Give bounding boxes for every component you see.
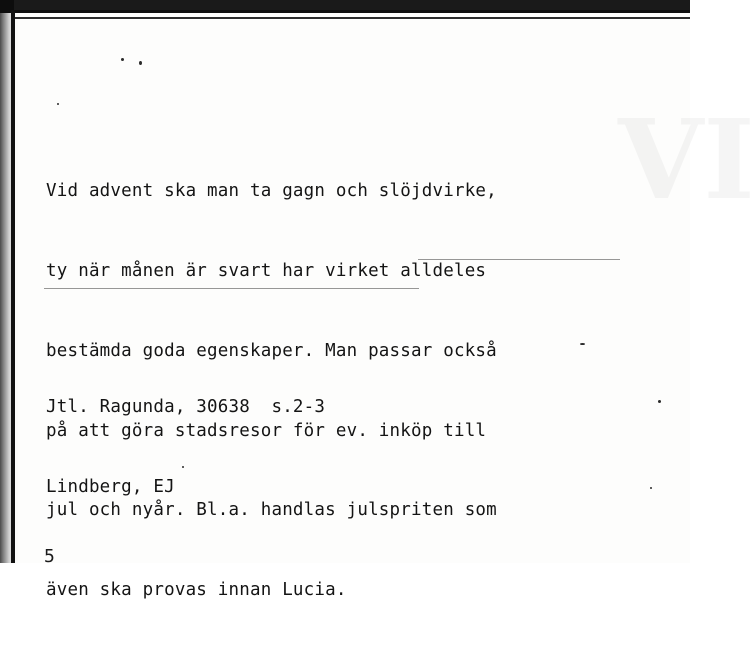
left-border-line: [11, 10, 15, 563]
source-line-informant: Lindberg, EJ: [46, 476, 175, 497]
card-source-reference: [46, 341, 325, 554]
body-line: Vid advent ska man ta gagn och slöjdvirke,: [46, 181, 497, 202]
dust-speck: [580, 343, 585, 345]
body-line: även ska provas innan Lucia.: [46, 580, 347, 601]
top-border-line: [14, 17, 690, 19]
page-number: 5: [44, 546, 55, 567]
body-line: ty när månen är svart har virket alldeles: [46, 260, 487, 281]
dust-speck: [139, 61, 142, 65]
faint-stamp-watermark: [618, 105, 755, 215]
dust-speck: [57, 103, 59, 105]
source-line-archive: Jtl. Ragunda, 30638 s.2-3: [46, 397, 326, 418]
pencil-underline: [418, 259, 620, 260]
body-line: på att göra stadsresor för ev. inköp till: [46, 420, 487, 441]
body-line: jul och nyår. Bl.a. handlas julspriten som: [46, 500, 497, 521]
dust-speck: [650, 487, 652, 489]
body-line: bestämda goda egenskaper. Man passar också: [46, 340, 497, 361]
dust-speck: [658, 400, 661, 403]
dust-speck: [121, 58, 124, 61]
top-film-edge-inner: [14, 0, 690, 10]
pencil-underline: [44, 288, 419, 289]
